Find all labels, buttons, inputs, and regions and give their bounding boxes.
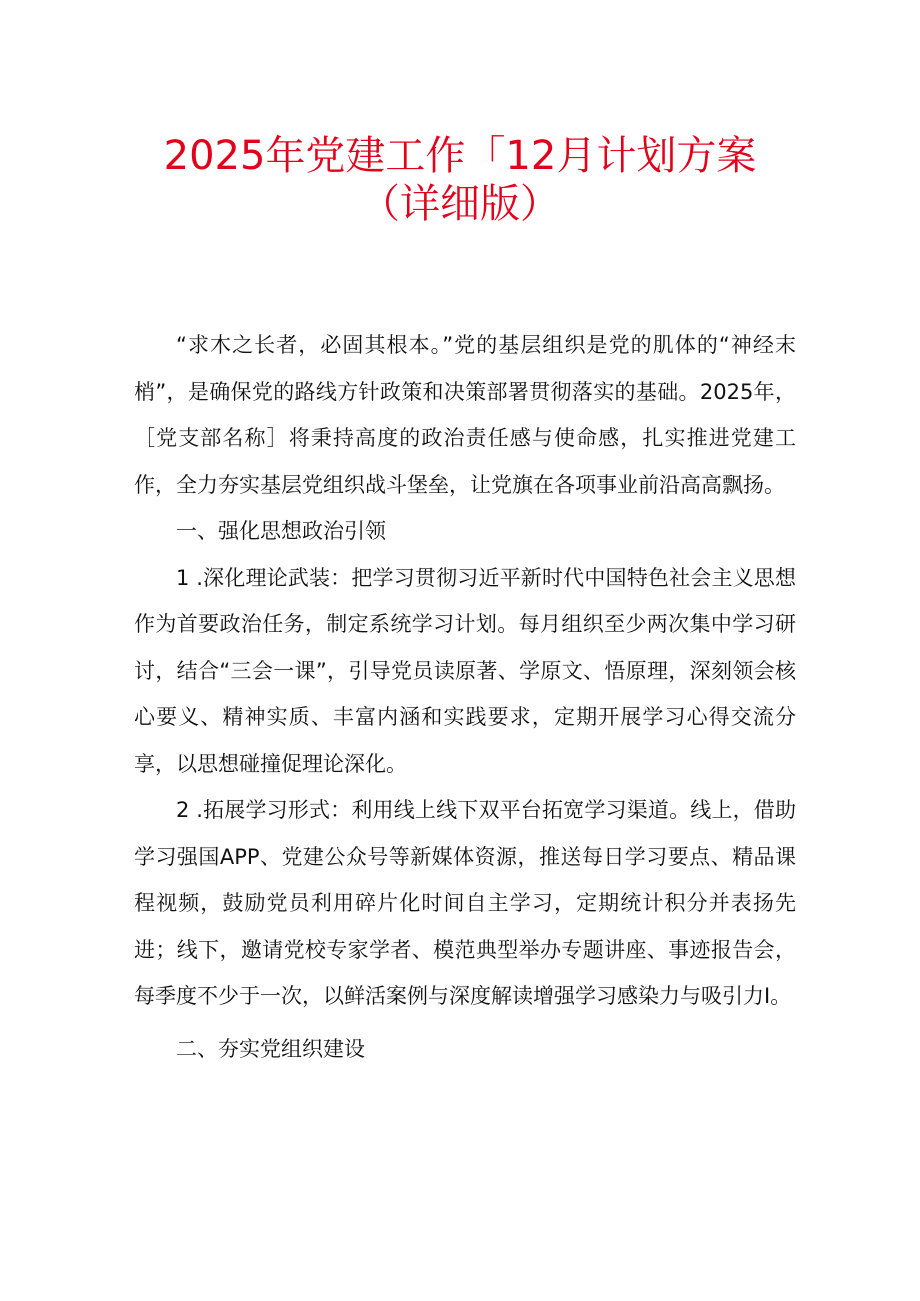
document-subtitle: （详细版） xyxy=(360,181,560,227)
section-heading-2: 二、夯实党组织建设 xyxy=(176,1036,365,1061)
document-body xyxy=(134,322,796,1072)
paragraph-item-2: 2 .拓展学习形式：利用线上线下双平台拓宽学习渠道。线上，借助学习强国APP、党建公众号等新媒体资源，推送每日学习要点、精品课程视频，鼓励党员利用碎片化时间自主学习，定期统计积分并表扬先进；线下，邀请党校专家学者、模范典型举办专题讲座、事迹报告会，每季度不少于一次，以鲜活案例与深度解读增强学习感染力与吸引力I。 xyxy=(134,798,796,1008)
document-title: 2025年党建工作「12月计划方案 xyxy=(163,133,757,179)
paragraph-item-1: 1 .深化理论武装：把学习贯彻习近平新时代中国特色社会主义思想作为首要政治任务，制定系统学习计划。每月组织至少两次集中学习研讨，结合“三会一课”，引导党员读原著、学原文、悟原理，深刻领会核心要义、精神实质、丰富内涵和实践要求，定期开展学习心得交流分享，以思想碰撞促理论深化。 xyxy=(134,565,796,776)
intro-paragraph: “求木之长者，必固其根本。”党的基层组织是党的肌体的“神经末梢”，是确保党的路线方针政策和决策部署贯彻落实的基础。2025年，［党支部名称］将秉持高度的政治责任感与使命感，扎实推进党建工作，全力夯实基层党组织战斗堡垒，让党旗在各项事业前沿高高飘扬。 xyxy=(134,333,796,497)
section-heading-1: 一、强化思想政治引领 xyxy=(176,519,386,543)
